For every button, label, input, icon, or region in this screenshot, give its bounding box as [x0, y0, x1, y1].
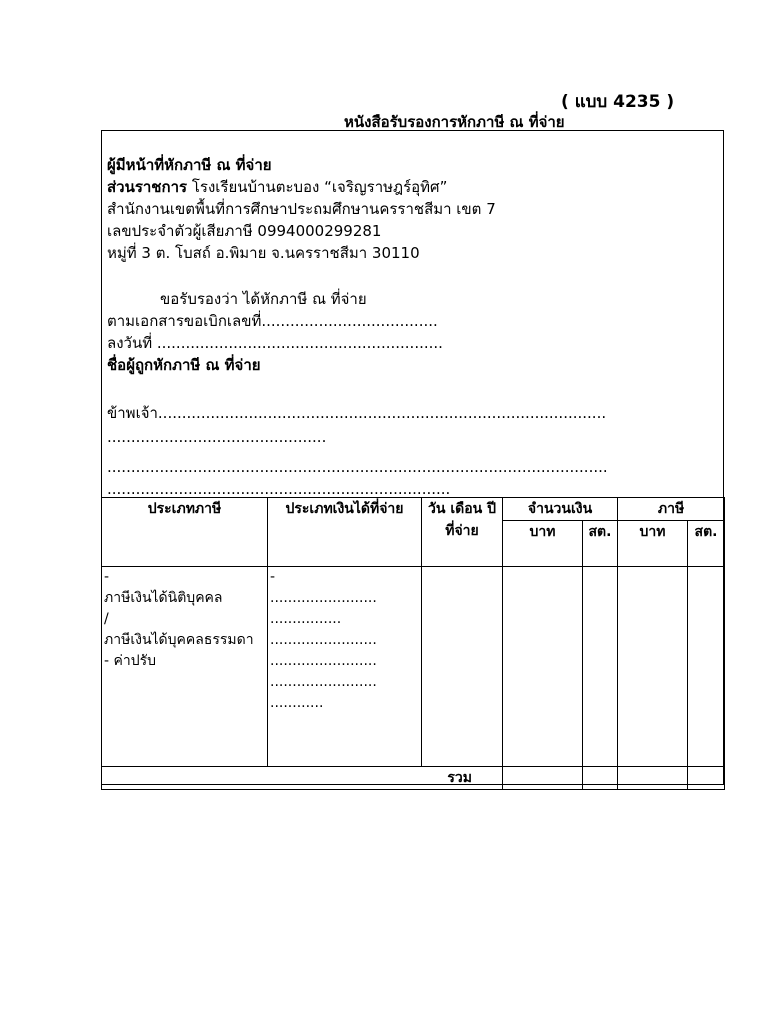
taxpayer-line-4: ........................................................................ — [107, 480, 451, 498]
doc-number-line: ตามเอกสารขอเบิกเลขที่..................................... — [107, 312, 438, 330]
total-tax-baht — [618, 767, 688, 790]
header-amount: จำนวนเงิน — [503, 498, 618, 521]
header-amount-satang: สต. — [583, 521, 618, 567]
header-date-paid: วัน เดือน ปี ที่จ่าย — [422, 498, 503, 567]
tax-baht-cell — [618, 567, 688, 767]
amount-baht-cell — [503, 567, 583, 767]
total-tax-satang — [688, 767, 725, 790]
amount-satang-cell — [583, 567, 618, 767]
withholder-heading: ผู้มีหน้าที่หักภาษี ณ ที่จ่าย — [107, 156, 272, 174]
agency-label: ส่วนราชการ — [107, 178, 188, 196]
income-line: ........................ — [270, 674, 377, 690]
total-amount-satang — [583, 767, 618, 790]
tax-type-item: - ค่าปรับ — [104, 653, 157, 669]
header-tax-satang: สต. — [688, 521, 725, 567]
certify-statement: ขอรับรองว่า ได้หักภาษี ณ ที่จ่าย — [160, 290, 367, 308]
tax-table — [101, 497, 725, 790]
income-line: ............ — [270, 695, 324, 711]
taxpayer-line-3: ......................................................................................................... — [107, 458, 608, 476]
tax-type-item: / — [104, 611, 109, 627]
tax-type-item: - — [104, 569, 110, 585]
taxpayer-heading: ชื่อผู้ถูกหักภาษี ณ ที่จ่าย — [107, 356, 261, 374]
header-tax-type: ประเภทภาษี — [102, 498, 268, 567]
income-type-cell — [268, 567, 422, 767]
header-tax: ภาษี — [618, 498, 725, 521]
tax-type-item: ภาษีเงินได้บุคคลธรรมดา — [104, 632, 254, 648]
income-line: ........................ — [270, 653, 377, 669]
tax-type-cell — [102, 567, 268, 767]
income-line: - — [270, 569, 276, 585]
agency-value: โรงเรียนบ้านตะบอง “เจริญราษฎร์อุทิศ” — [191, 178, 448, 196]
header-amount-baht: บาท — [503, 521, 583, 567]
header-tax-baht: บาท — [618, 521, 688, 567]
date-line: ลงวันที่ ............................................................ — [107, 334, 443, 352]
taxpayer-line-2: .............................................. — [107, 428, 327, 446]
taxpayer-line-1: ข้าพเจ้า.............................................................................................. — [107, 404, 607, 422]
total-label: รวม — [102, 767, 503, 790]
total-amount-baht — [503, 767, 583, 790]
date-paid-cell — [422, 567, 503, 767]
income-line: ........................ — [270, 632, 377, 648]
form-code: ( แบบ 4235 ) — [561, 92, 675, 112]
document-title: หนังสือรับรองการหักภาษี ณ ที่จ่าย — [344, 113, 565, 131]
office-line: สำนักงานเขตพื้นที่การศึกษาประถมศึกษานครราชสีมา เขต 7 — [107, 200, 496, 218]
tax-type-item: ภาษีเงินได้นิติบุคคล — [104, 590, 223, 606]
income-line: ................ — [270, 611, 342, 627]
address-line: หมู่ที่ 3 ต. โบสถ์ อ.พิมาย จ.นครราชสีมา 30110 — [107, 244, 420, 262]
header-income-type: ประเภทเงินได้ที่จ่าย — [268, 498, 422, 567]
tax-id-line: เลขประจำตัวผู้เสียภาษี 0994000299281 — [107, 222, 382, 240]
income-line: ........................ — [270, 590, 377, 606]
agency-line — [107, 177, 447, 197]
tax-satang-cell — [688, 567, 725, 767]
